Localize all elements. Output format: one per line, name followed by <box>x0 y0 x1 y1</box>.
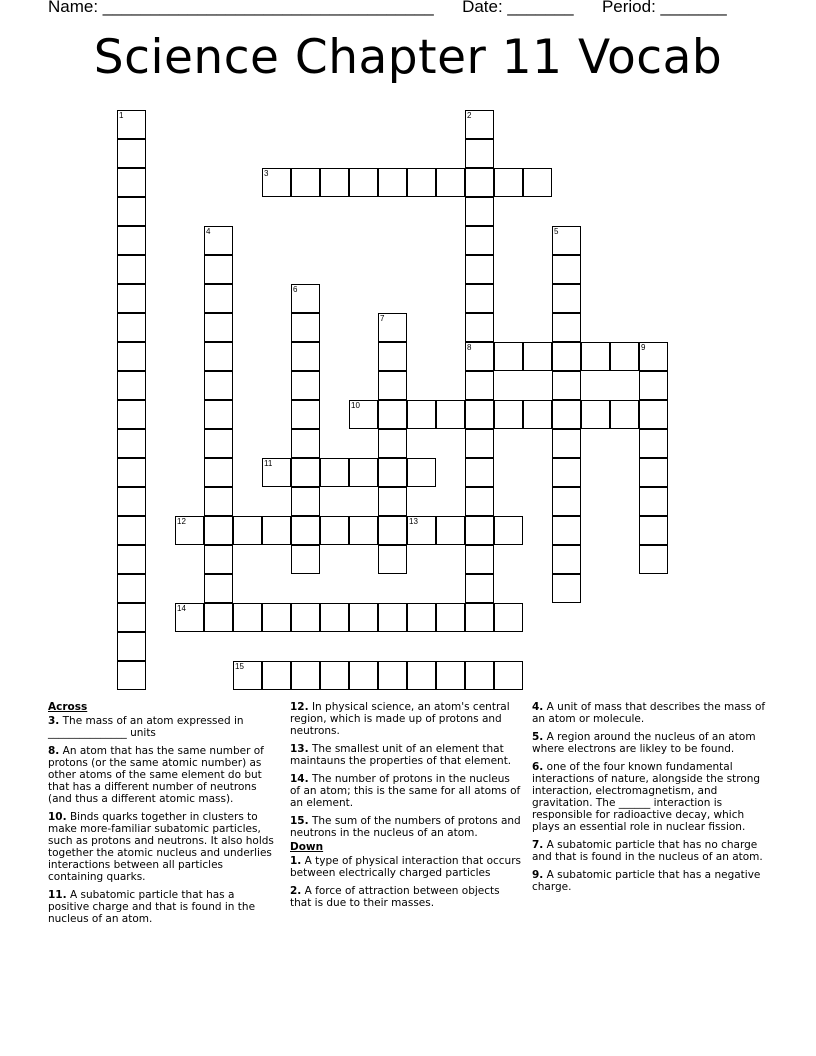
crossword-cell[interactable] <box>320 458 349 487</box>
clue-text: Binds quarks together in clusters to make more-familiar subatomic particles, such as protons and neutrons. It also holds together the atomic nucleus and underlies interactions between all particles containing quarks. <box>48 811 274 883</box>
crossword-cell[interactable] <box>552 516 581 545</box>
clue-column-1 <box>48 701 276 931</box>
crossword-cell[interactable] <box>378 545 407 574</box>
crossword-cell[interactable] <box>465 458 494 487</box>
crossword-cell[interactable] <box>291 284 320 313</box>
crossword-cell[interactable] <box>117 168 146 197</box>
crossword-cell[interactable] <box>552 400 581 429</box>
crossword-cell[interactable] <box>117 371 146 400</box>
crossword-cell[interactable] <box>204 429 233 458</box>
crossword-cell[interactable] <box>494 342 523 371</box>
cell-number: 8 <box>467 343 472 352</box>
clue-text: In physical science, an atom's central region, which is made up of protons and neutrons. <box>290 701 510 737</box>
clue-down-6 <box>532 761 768 833</box>
crossword-cell[interactable] <box>465 226 494 255</box>
crossword-cell[interactable] <box>233 661 262 690</box>
crossword-cell[interactable] <box>465 574 494 603</box>
crossword-cell[interactable] <box>117 603 146 632</box>
crossword-cell[interactable] <box>407 661 436 690</box>
clue-number: 10. <box>48 811 67 823</box>
crossword-cell[interactable] <box>320 661 349 690</box>
crossword-cell[interactable] <box>291 342 320 371</box>
crossword-cell[interactable] <box>552 574 581 603</box>
crossword-cell[interactable] <box>494 168 523 197</box>
crossword-cell[interactable] <box>204 284 233 313</box>
clue-number: 12. <box>290 701 309 713</box>
crossword-cell[interactable] <box>291 429 320 458</box>
crossword-cell[interactable] <box>117 226 146 255</box>
clue-across-10 <box>48 811 276 883</box>
crossword-cell[interactable] <box>262 458 291 487</box>
clue-down-1 <box>290 855 522 879</box>
crossword-cell[interactable] <box>465 313 494 342</box>
crossword-cell[interactable] <box>378 313 407 342</box>
clue-text: A force of attraction between objects that is due to their masses. <box>290 885 500 909</box>
crossword-cell[interactable] <box>291 400 320 429</box>
cell-number: 11 <box>264 459 273 468</box>
clue-text: The smallest unit of an element that maintauns the properties of that element. <box>290 743 512 767</box>
crossword-cell[interactable] <box>117 429 146 458</box>
crossword-cell[interactable] <box>117 313 146 342</box>
crossword-cell[interactable] <box>639 545 668 574</box>
clue-down-7 <box>532 839 768 863</box>
crossword-cell[interactable] <box>320 516 349 545</box>
crossword-cell[interactable] <box>407 603 436 632</box>
crossword-cell[interactable] <box>291 661 320 690</box>
crossword-cell[interactable] <box>407 458 436 487</box>
crossword-cell[interactable] <box>117 342 146 371</box>
crossword-cell[interactable] <box>552 284 581 313</box>
crossword-cell[interactable] <box>291 487 320 516</box>
crossword-cell[interactable] <box>465 545 494 574</box>
crossword-cell[interactable] <box>436 168 465 197</box>
crossword-cell[interactable] <box>552 342 581 371</box>
crossword-cell[interactable] <box>117 545 146 574</box>
crossword-cell[interactable] <box>349 603 378 632</box>
crossword-cell[interactable] <box>204 255 233 284</box>
crossword-cell[interactable] <box>117 110 146 139</box>
page-title: Science Chapter 11 Vocab <box>93 30 723 85</box>
clue-number: 1. <box>290 855 302 867</box>
crossword-cell[interactable] <box>552 487 581 516</box>
crossword-cell[interactable] <box>436 661 465 690</box>
crossword-cell[interactable] <box>378 458 407 487</box>
name-line: Name: ___________________________________ <box>48 0 434 16</box>
clue-number: 15. <box>290 815 309 827</box>
crossword-cell[interactable] <box>204 226 233 255</box>
crossword-cell[interactable] <box>204 545 233 574</box>
crossword-cell[interactable] <box>204 574 233 603</box>
crossword-cell[interactable] <box>117 487 146 516</box>
crossword-cell[interactable] <box>262 661 291 690</box>
clue-column-2 <box>290 701 522 915</box>
crossword-cell[interactable] <box>349 516 378 545</box>
crossword-cell[interactable] <box>465 516 494 545</box>
clue-text: A unit of mass that describes the mass of an atom or molecule. <box>532 701 766 725</box>
clue-across-3 <box>48 715 276 739</box>
crossword-cell[interactable] <box>378 168 407 197</box>
crossword-cell[interactable] <box>378 400 407 429</box>
crossword-cell[interactable] <box>291 458 320 487</box>
clue-across-12 <box>290 701 522 737</box>
crossword-cell[interactable] <box>204 400 233 429</box>
crossword-cell[interactable] <box>117 516 146 545</box>
crossword-cell[interactable] <box>552 313 581 342</box>
crossword-cell[interactable] <box>291 545 320 574</box>
clue-text: one of the four known fundamental interactions of nature, alongside the strong interaction, electromagnetism, and gravitation. The ______ interaction is responsible for radioactive decay, which plays an essential role in nuclear fission. <box>532 761 761 833</box>
cell-number: 15 <box>235 662 244 671</box>
cell-number: 12 <box>177 517 186 526</box>
clue-number: 2. <box>290 885 302 897</box>
crossword-cell[interactable] <box>552 545 581 574</box>
crossword-cell[interactable] <box>436 516 465 545</box>
across-heading: Across <box>48 701 88 713</box>
clue-down-4 <box>532 701 768 725</box>
crossword-cell[interactable] <box>320 603 349 632</box>
crossword-cell[interactable] <box>117 284 146 313</box>
crossword-cell[interactable] <box>465 487 494 516</box>
crossword-cell[interactable] <box>378 371 407 400</box>
cell-number: 14 <box>177 604 186 613</box>
clue-text: A subatomic particle that has a negative charge. <box>532 869 761 893</box>
clue-across-15 <box>290 815 522 839</box>
crossword-cell[interactable] <box>552 429 581 458</box>
crossword-cell[interactable] <box>465 197 494 226</box>
crossword-cell[interactable] <box>291 313 320 342</box>
cell-number: 2 <box>467 111 472 120</box>
crossword-cell[interactable] <box>175 516 204 545</box>
down-heading: Down <box>290 841 324 853</box>
crossword-cell[interactable] <box>117 255 146 284</box>
clue-number: 14. <box>290 773 309 785</box>
crossword-cell[interactable] <box>639 400 668 429</box>
clue-number: 11. <box>48 889 67 901</box>
crossword-cell[interactable] <box>639 342 668 371</box>
crossword-cell[interactable] <box>204 603 233 632</box>
crossword-cell[interactable] <box>465 255 494 284</box>
crossword-cell[interactable] <box>291 603 320 632</box>
crossword-cell[interactable] <box>204 342 233 371</box>
clue-down-5 <box>532 731 768 755</box>
clue-down-9 <box>532 869 768 893</box>
crossword-cell[interactable] <box>581 342 610 371</box>
crossword-cell[interactable] <box>117 661 146 690</box>
crossword-cell[interactable] <box>552 371 581 400</box>
clue-number: 3. <box>48 715 60 727</box>
crossword-cell[interactable] <box>465 603 494 632</box>
clue-number: 4. <box>532 701 544 713</box>
crossword-cell[interactable] <box>465 168 494 197</box>
crossword-cell[interactable] <box>262 516 291 545</box>
crossword-cell[interactable] <box>465 139 494 168</box>
cell-number: 4 <box>206 227 211 236</box>
crossword-cell[interactable] <box>262 168 291 197</box>
crossword-cell[interactable] <box>581 400 610 429</box>
crossword-cell[interactable] <box>204 516 233 545</box>
crossword-cell[interactable] <box>378 342 407 371</box>
crossword-cell[interactable] <box>378 661 407 690</box>
crossword-cell[interactable] <box>233 603 262 632</box>
crossword-cell[interactable] <box>610 400 639 429</box>
crossword-cell[interactable] <box>117 139 146 168</box>
clue-text: A type of physical interaction that occurs between electrically charged particles <box>290 855 521 879</box>
crossword-cell[interactable] <box>523 400 552 429</box>
crossword-cell[interactable] <box>639 516 668 545</box>
clue-across-14 <box>290 773 522 809</box>
clue-text: An atom that has the same number of protons (or the same atomic number) as other atoms of the same element do but that has a different number of neutrons (and thus a different atomic mass). <box>48 745 264 805</box>
crossword-cell[interactable] <box>552 226 581 255</box>
crossword-cell[interactable] <box>494 661 523 690</box>
clue-number: 8. <box>48 745 60 757</box>
crossword-cell[interactable] <box>291 371 320 400</box>
clue-across-11 <box>48 889 276 925</box>
crossword-cell[interactable] <box>349 458 378 487</box>
clue-number: 5. <box>532 731 544 743</box>
cell-number: 13 <box>409 517 418 526</box>
crossword-cell[interactable] <box>291 516 320 545</box>
clue-number: 13. <box>290 743 309 755</box>
period-line: Period: _______ <box>601 0 727 16</box>
crossword-cell[interactable] <box>349 168 378 197</box>
crossword-cell[interactable] <box>639 429 668 458</box>
crossword-cell[interactable] <box>494 516 523 545</box>
crossword-cell[interactable] <box>465 110 494 139</box>
crossword-cell[interactable] <box>552 458 581 487</box>
crossword-cell[interactable] <box>117 458 146 487</box>
crossword-cell[interactable] <box>175 603 204 632</box>
crossword-cell[interactable] <box>407 516 436 545</box>
clue-number: 7. <box>532 839 544 851</box>
crossword-cell[interactable] <box>639 371 668 400</box>
clue-across-13 <box>290 743 522 767</box>
crossword-cell[interactable] <box>552 255 581 284</box>
crossword-cell[interactable] <box>320 168 349 197</box>
cell-number: 1 <box>119 111 124 120</box>
clue-text: A subatomic particle that has no charge and that is found in the nucleus of an atom. <box>532 839 763 863</box>
crossword-cell[interactable] <box>378 516 407 545</box>
clue-number: 9. <box>532 869 544 881</box>
crossword-cell[interactable] <box>494 400 523 429</box>
crossword-cell[interactable] <box>465 342 494 371</box>
cell-number: 10 <box>351 401 360 410</box>
clue-number: 6. <box>532 761 544 773</box>
clue-down-2 <box>290 885 522 909</box>
clue-column-3 <box>532 701 768 899</box>
crossword-cell[interactable] <box>639 487 668 516</box>
crossword-cell[interactable] <box>117 197 146 226</box>
crossword-cell[interactable] <box>349 661 378 690</box>
crossword-cell[interactable] <box>204 458 233 487</box>
clue-text: A subatomic particle that has a positive charge and that is found in the nucleus of an atom. <box>48 889 256 925</box>
crossword-cell[interactable] <box>117 400 146 429</box>
cell-number: 6 <box>293 285 298 294</box>
crossword-cell[interactable] <box>465 371 494 400</box>
crossword-cell[interactable] <box>291 168 320 197</box>
date-line: Date: _______ <box>462 0 574 16</box>
crossword-cell[interactable] <box>378 429 407 458</box>
crossword-cell[interactable] <box>436 400 465 429</box>
clue-text: The sum of the numbers of protons and neutrons in the nucleus of an atom. <box>290 815 521 839</box>
clue-text: The mass of an atom expressed in _______________ units <box>48 715 244 739</box>
crossword-cell[interactable] <box>639 458 668 487</box>
crossword-cell[interactable] <box>465 284 494 313</box>
crossword-cell[interactable] <box>465 400 494 429</box>
crossword-cell[interactable] <box>610 342 639 371</box>
crossword-cell[interactable] <box>349 400 378 429</box>
cell-number: 9 <box>641 343 646 352</box>
crossword-cell[interactable] <box>204 313 233 342</box>
cell-number: 3 <box>264 169 269 178</box>
crossword-cell[interactable] <box>436 603 465 632</box>
crossword-cell[interactable] <box>494 603 523 632</box>
crossword-cell[interactable] <box>233 516 262 545</box>
crossword-cell[interactable] <box>523 342 552 371</box>
crossword-cell[interactable] <box>465 661 494 690</box>
crossword-cell[interactable] <box>407 168 436 197</box>
crossword-cell[interactable] <box>407 400 436 429</box>
cell-number: 7 <box>380 314 385 323</box>
crossword-cell[interactable] <box>117 574 146 603</box>
crossword-cell[interactable] <box>204 371 233 400</box>
crossword-cell[interactable] <box>204 487 233 516</box>
crossword-cell[interactable] <box>117 632 146 661</box>
crossword-cell[interactable] <box>378 603 407 632</box>
crossword-cell[interactable] <box>262 603 291 632</box>
clue-text: The number of protons in the nucleus of an atom; this is the same for all atoms of an element. <box>290 773 521 809</box>
clue-across-8 <box>48 745 276 805</box>
clue-text: A region around the nucleus of an atom where electrons are likley to be found. <box>532 731 756 755</box>
crossword-cell[interactable] <box>523 168 552 197</box>
cell-number: 5 <box>554 227 559 236</box>
crossword-cell[interactable] <box>378 487 407 516</box>
crossword-cell[interactable] <box>465 429 494 458</box>
